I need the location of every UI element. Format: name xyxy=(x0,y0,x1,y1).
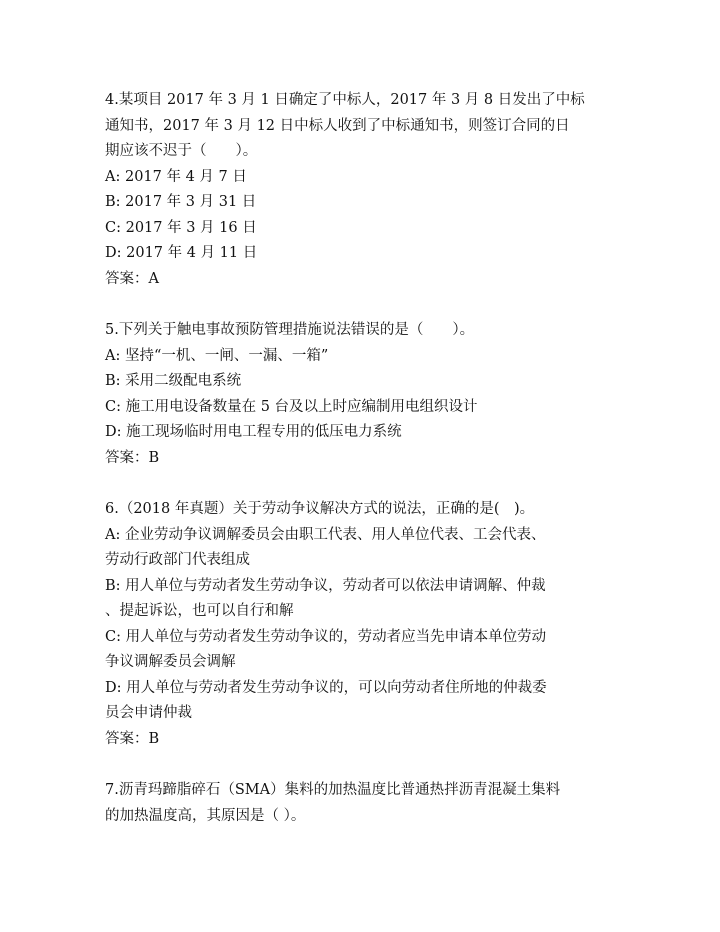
option-a: A: 2017 年 4 月 7 日 xyxy=(105,168,247,185)
question-stem-line: 7.沥青玛蹄脂碎石（SMA）集料的加热温度比普通热拌沥青混凝土集料 xyxy=(105,782,561,798)
option-c: C: 施工用电设备数量在 5 台及以上时应编制用电组织设计 xyxy=(105,398,478,415)
question-stem-line: 6.（2018 年真题）关于劳动争议解决方式的说法，正确的是( )。 xyxy=(105,501,535,517)
option-b: B: 用人单位与劳动者发生劳动争议，劳动者可以依法申请调解、仲裁 xyxy=(105,577,546,594)
question-stem-line: 的加热温度高，其原因是（ ）。 xyxy=(105,807,306,824)
question-stem-line: 通知书，2017 年 3 月 12 日中标人收到了中标通知书，则签订合同的日 xyxy=(105,117,570,134)
option-a-continued: 劳动行政部门代表组成 xyxy=(105,552,250,568)
question-stem-line: 5.下列关于触电事故预防管理措施说法错误的是（ ）。 xyxy=(105,322,475,338)
document-page xyxy=(105,88,625,855)
option-a: A: 坚持“一机、一闸、一漏、一箱” xyxy=(105,347,329,364)
option-d: D: 施工现场临时用电工程专用的低压电力系统 xyxy=(105,424,402,440)
option-d-continued: 员会申请仲裁 xyxy=(105,705,192,721)
option-c: C: 用人单位与劳动者发生劳动争议的，劳动者应当先申请本单位劳动 xyxy=(105,628,547,645)
question-5 xyxy=(105,318,625,471)
option-b-continued: 、提起诉讼，也可以自行和解 xyxy=(105,603,294,619)
question-4 xyxy=(105,88,625,292)
option-d: D: 2017 年 4 月 11 日 xyxy=(105,245,258,261)
option-c-continued: 争议调解委员会调解 xyxy=(105,654,236,670)
option-d: D: 用人单位与劳动者发生劳动争议的，可以向劳动者住所地的仲裁委 xyxy=(105,679,547,696)
option-c: C: 2017 年 3 月 16 日 xyxy=(105,219,257,236)
answer-line: 答案：B xyxy=(105,449,160,466)
question-stem-line: 4.某项目 2017 年 3 月 1 日确定了中标人，2017 年 3 月 8 日发出了中标 xyxy=(105,92,585,108)
answer-line: 答案：B xyxy=(105,730,160,747)
question-stem-line: 期应该不迟于（ ）。 xyxy=(105,143,258,159)
option-b: B: 采用二级配电系统 xyxy=(105,373,242,389)
question-7 xyxy=(105,778,625,829)
option-b: B: 2017 年 3 月 31 日 xyxy=(105,194,257,210)
answer-line: 答案：A xyxy=(105,270,159,287)
question-6 xyxy=(105,497,625,752)
option-a: A: 企业劳动争议调解委员会由职工代表、用人单位代表、工会代表、 xyxy=(105,526,546,543)
